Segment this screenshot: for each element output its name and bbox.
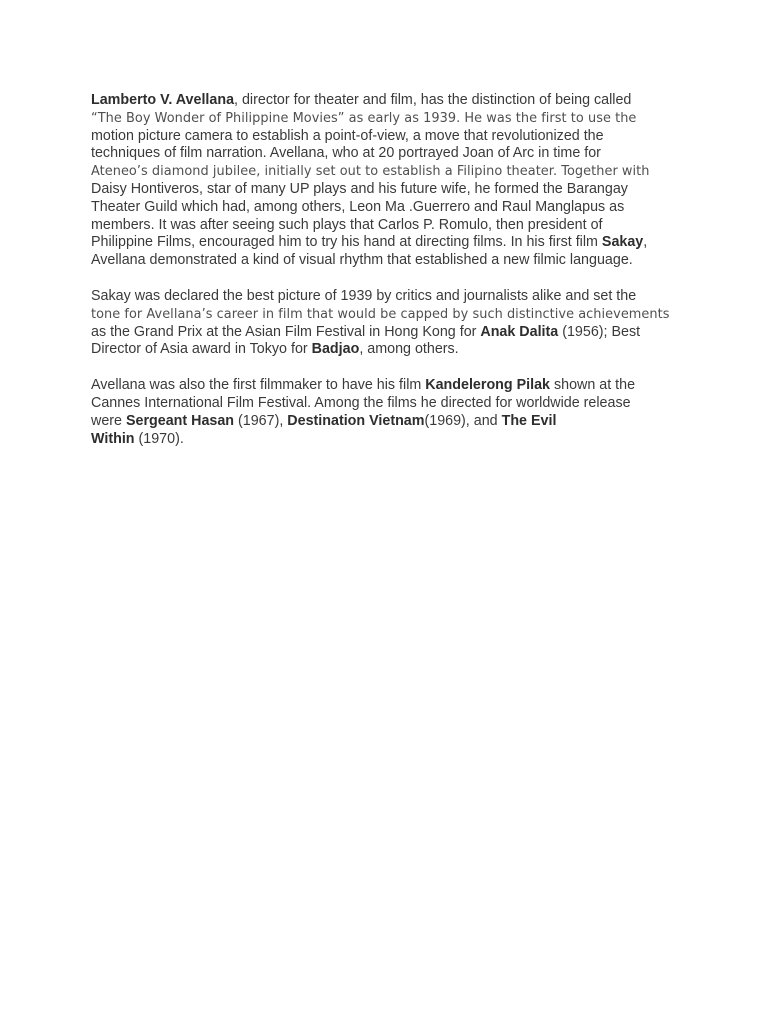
text-run: Cannes International Film Festival. Among the films he directed for worldwide release: [91, 394, 631, 411]
text-run: as the Grand Prix at the Asian Film Festival in Hong Kong for: [91, 323, 481, 340]
text-run: Sakay was declared the best picture of 1939 by critics and journalists alike and set the: [91, 287, 637, 304]
text-run: ,: [643, 234, 648, 251]
text-run: tone for Avellana’s career in film that would be capped by such distinctive achievements: [91, 306, 670, 322]
bold-term: Destination Vietnam: [287, 412, 425, 429]
paragraph-cannes-worldwide: [91, 377, 691, 448]
text-run: (1967),: [234, 412, 288, 429]
text-run: motion picture camera to establish a point-of-view, a move that revolutionized the: [91, 127, 604, 144]
text-run: Ateneo’s diamond jubilee, initially set out to establish a Filipino theater. Together with: [91, 164, 650, 180]
text-run: Theater Guild which had, among others, Leon Ma .Guerrero and Raul Manglapus as: [91, 198, 625, 215]
bold-term: Kandelerong Pilak: [425, 377, 551, 394]
bold-term: Within: [91, 430, 135, 447]
bold-term: Sergeant Hasan: [125, 412, 235, 429]
text-run: Philippine Films, encouraged him to try his hand at directing films. In his first film: [91, 234, 602, 251]
text-run: Daisy Hontiveros, star of many UP plays and his future wife, he formed the Barangay: [91, 180, 628, 197]
text-run: were: [91, 412, 126, 429]
paragraph-sakay-awards: [91, 288, 691, 359]
text-run: , director for theater and film, has the distinction of being called: [234, 92, 632, 108]
bold-term: Lamberto V. Avellana: [91, 92, 235, 108]
text-run: (1969), and: [424, 412, 502, 429]
text-run: techniques of film narration. Avellana, who at 20 portrayed Joan of Arc in time for: [91, 145, 601, 162]
text-run: Avellana was also the first filmmaker to have his film: [91, 377, 426, 394]
paragraph-avellana-intro: [91, 92, 691, 270]
text-run: Avellana demonstrated a kind of visual rhythm that established a new filmic language.: [91, 252, 633, 269]
text-run: , among others.: [359, 341, 459, 358]
bold-term: The Evil: [501, 412, 557, 429]
bold-term: Anak Dalita: [480, 323, 559, 340]
bold-term: Sakay: [601, 234, 644, 251]
text-run: “The Boy Wonder of Philippine Movies” as early as 1939. He was the first to use the: [91, 110, 637, 126]
text-run: Director of Asia award in Tokyo for: [91, 341, 312, 358]
text-run: (1970).: [134, 430, 184, 447]
bold-term: Badjao: [311, 341, 360, 358]
text-run: members. It was after seeing such plays that Carlos P. Romulo, then president of: [91, 216, 603, 233]
text-run: (1956); Best: [558, 323, 641, 340]
article-body: [91, 92, 691, 466]
text-run: shown at the: [550, 377, 636, 394]
